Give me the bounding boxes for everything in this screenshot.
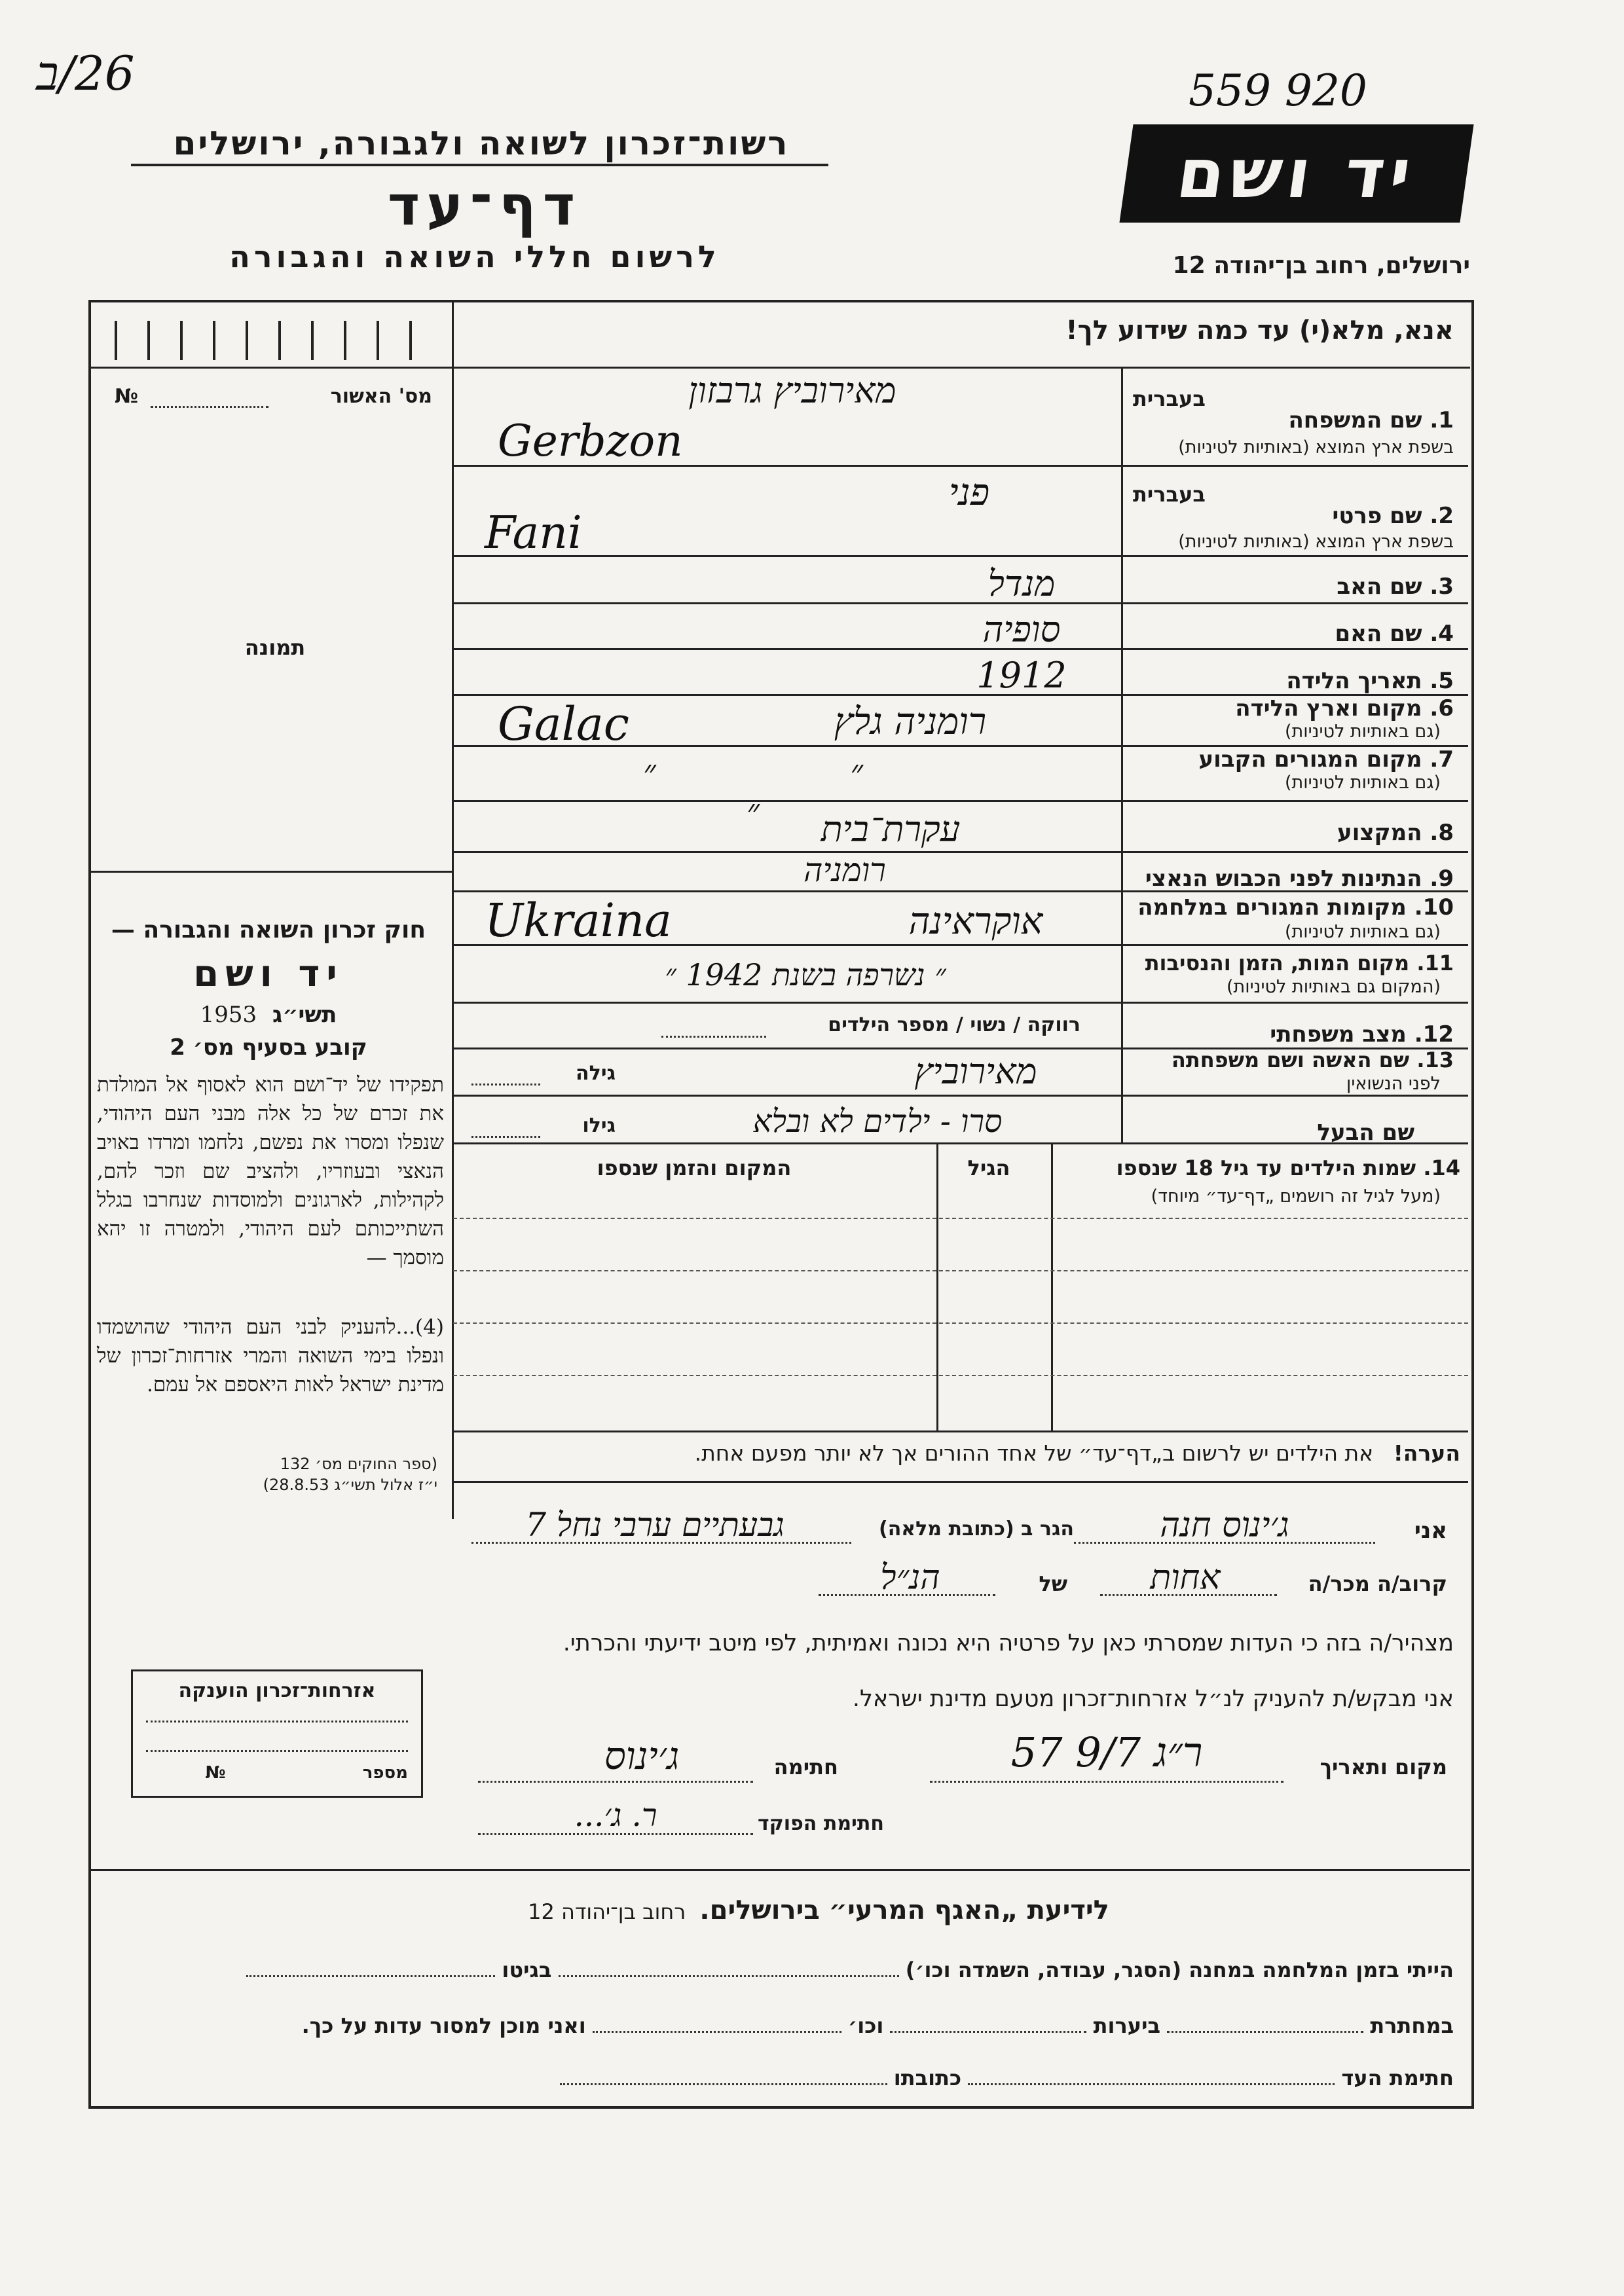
row7-no: 7. [1430,746,1454,773]
citizenship-number-sign: № [205,1763,226,1783]
form-subtitle: לרשום חללי השואה והגבורה [229,239,720,274]
row3-text: שם האב [1337,574,1422,600]
footer-testify: ואני מוכן למסור עדות על כך. [301,2013,586,2038]
decl-place-date-label: מקום ותאריך [1320,1755,1447,1779]
note-label: הערה! [1393,1440,1460,1466]
tally-ticks [115,321,442,360]
children-title [1054,1156,1460,1180]
law-year-num: 1953 [200,1002,257,1028]
law-org: יד ושם [193,953,344,995]
surname-hebrew-value: מאירוביץ גרבזון [688,370,896,411]
row10-sub: (גם באותיות לטיניות) [1284,922,1441,942]
row3-no: 3. [1430,574,1454,600]
law-body: תפקידו של יד־ושם הוא לאסוף אל המולדת את זכרם של כל אלה מבני העם היהודי, שנפלו ומסרו את נפשם, נלחמו ומרדו באויב הנאצי ובעוזריו, ולהציב שם וזכר להם, לקהילות, לארגונים ולמוסדות שנחרבו בגלל השתייכותם לעם היהודי, ולמטרה זו יהא מוסמך — [97,1073,444,1269]
yad-vashem-logo [1119,124,1473,223]
row6-sub: (גם באותיות לטיניות) [1284,721,1441,742]
family-status-value: רווקה / נשוי / מספר הילדים [828,1013,1080,1036]
decl-signature-value: ג׳ינוס [604,1734,680,1778]
row2-label [1133,503,1454,529]
decl-of-value: הנ״ל [880,1558,940,1597]
row9-no: 9. [1430,866,1454,892]
row2-in-hebrew: בעברית [1133,482,1206,507]
footer-etc: וכו׳ [848,2013,884,2038]
law-source [97,1453,437,1495]
firstname-hebrew-value: פני [948,471,990,514]
row5-label [1133,668,1454,694]
row7-sub: (גם באותיות לטיניות) [1284,773,1441,793]
row5-text: תאריך הלידה [1286,668,1422,694]
note-line [471,1440,1460,1466]
row13-sub: לפני הנשואין [1346,1074,1441,1094]
row4-text: שם האם [1335,621,1422,647]
row10-label [1133,894,1454,920]
decl-residing-label: הגר ב (כתובת מלאה) [878,1518,1074,1540]
approval-label: מס' האשור [330,385,432,408]
row11-no: 11. [1416,951,1454,975]
decl-place-date-value: ר״ג 9/7 57 [1010,1728,1203,1776]
citizenship-box-title: אזרחות־זכרון הוענקה [178,1679,376,1702]
footer-title-line [458,1895,1179,1925]
surname-latin-value: Gerbzon [498,416,683,466]
footer-address: רחוב בן־יהודה 12 [528,1899,686,1924]
decl-statement: מצהיר/ה בזה כי העדות שמסרתי כאן על פרטיה היא נכונה ואמיתית, לפי מיטב ידיעתי והכרתי. [563,1630,1454,1656]
row5-no: 5. [1430,668,1454,694]
children-col-age: הגיל [967,1156,1010,1180]
row11-text: מקום המות, הזמן והנסיבות [1145,951,1410,975]
footer-underground: במחתרת [1370,2013,1454,2038]
row7-label [1133,746,1454,773]
row2-sub: בשפת ארץ המוצא (באותיות לטיניות) [1178,532,1454,552]
row12-label [1133,1021,1454,1048]
row1-in-hebrew: בעברית [1133,386,1206,411]
row9-label [1133,866,1454,892]
law-year [98,1002,439,1028]
husband-name-value: סרו - ילדים לא ובלא [752,1103,1003,1140]
wartime-residence-hebrew-value: אוקראינה [908,900,1043,943]
fill-instruction: אנא, מלא(י) עד כמה שידוע לך! [1065,316,1454,346]
footer-title: לידיעת „האגף המרעי״ בירושלים. [699,1895,1109,1925]
children-col-place: המקום והזמן שנספו [597,1156,792,1180]
wife-age-label: גילה [576,1062,616,1085]
row6-label [1133,695,1454,721]
logo-text: יד ושם [1172,134,1422,213]
row13-no: 13. [1416,1048,1454,1072]
row8-text: המקצוע [1337,820,1422,846]
row13-text: שם האשה ושם משפחתה [1171,1048,1410,1072]
decl-address-value: גבעתיים ערבי נחל 7 [525,1506,784,1544]
footer-line-3 [105,2066,1454,2090]
father-name-value: מנדל [987,563,1056,604]
citizenship-box [131,1669,423,1798]
wartime-residence-latin-value: Ukraina [485,894,672,947]
authority-underline [131,164,828,166]
children-sub: (מעל לגיל זה רושמים „דף־עד״ מיוחד) [1151,1186,1441,1207]
header-address: ירושלים, רחוב בן־יהודה 12 [1172,252,1470,279]
row2-no: 2. [1430,503,1454,529]
footer-camp: הייתי בזמן המלחמה במחנה (הסגר, עבודה, השמדה וכו׳) [905,1958,1454,1982]
row4-label [1133,621,1454,647]
law-body-2: (4)...להעניק לבני העם היהודי שהושמדו ונפלו בימי השואה והמרי אזרחות־זכרון של מדינת ישראל לאות היאספם אל עמם. [97,1315,444,1396]
residence-value: ״ ״ ״ [642,753,955,831]
row12-text: מצב משפחתי [1270,1021,1407,1048]
row1-no: 1. [1430,407,1454,433]
row6-text: מקום וארץ הלידה [1235,695,1422,721]
authority-title: רשות־זכרון לשואה ולגבורה, ירושלים [173,124,790,162]
decl-of-label: של [1039,1571,1067,1596]
birth-place-latin-value: Galac [498,697,629,751]
footer-witness-sign: חתימת העד [1341,2066,1454,2090]
row7-text: מקום המגורים הקבוע [1198,746,1422,773]
decl-signature-label: חתימה [773,1755,838,1779]
row8-label [1133,820,1454,846]
photo-label: תמונה [244,635,306,660]
row2-text: שם פרטי [1332,503,1422,529]
row4-no: 4. [1430,621,1454,647]
children-no: 14. [1423,1156,1460,1180]
row8-no: 8. [1430,820,1454,846]
children-title-text: שמות הילדים עד גיל 18 שנספו [1116,1156,1416,1180]
row11-sub: (המקום גם באותיות לטיניות) [1226,977,1441,997]
birth-date-value: 1912 [976,655,1067,696]
citizenship-number [146,1763,408,1783]
row9-text: הנתינות לפני הכבוש הנאצי [1145,866,1422,892]
citizenship-number-label: מספר [362,1763,408,1783]
row1-label [1133,407,1454,433]
law-clause: קובע בסעיף מס׳ 2 [170,1034,367,1061]
decl-officer-value: ר. ג׳... [574,1797,657,1834]
note-text: את הילדים יש לרשום ב„דף־עד״ של אחד ההורים אך לא יותר מפעם אחת. [694,1440,1374,1466]
decl-officer-label: חתימת הפוקד [758,1812,884,1835]
law-heading: חוק זכרון השואה והגבורה — [111,917,426,943]
wife-name-value: מאירוביץ [914,1051,1037,1092]
birth-place-hebrew-value: רומניה גלץ [834,701,987,743]
row12-no: 12. [1414,1021,1454,1048]
archive-number: 559 920 [1189,65,1367,116]
row6-no: 6. [1430,695,1454,721]
decl-relation-value: אחות [1150,1558,1221,1597]
margin-note: 26/ב [36,46,135,101]
husband-label: שם הבעל [1317,1120,1414,1146]
law-year-he: תשי״ג [272,1002,337,1028]
row10-text: מקומות המגורים במלחמה [1137,894,1407,920]
profession-value: עקרת־בית [821,809,961,850]
footer-line-2 [105,2013,1454,2038]
row11-label [1133,951,1454,975]
row1-text: שם המשפחה [1288,407,1422,433]
row1-sub: בשפת ארץ המוצא (באותיות לטיניות) [1178,437,1454,458]
death-place-value: ״ נשרפה בשנת 1942 ״ [665,957,946,993]
mother-name-value: סופיה [982,609,1061,650]
husband-age-label: גילו [582,1114,616,1137]
footer-ghetto: בגיטו [502,1958,552,1982]
citizenship-value: רומניה [803,851,886,889]
footer-forests: ביערות [1093,2013,1161,2038]
decl-i-label: אני [1414,1518,1447,1544]
footer-witness-address: כתובתו [893,2066,962,2090]
law-source-1: (ספר החוקים מס׳ 132 [280,1455,437,1473]
row13-label [1133,1048,1454,1072]
firstname-latin-value: Fani [485,507,582,559]
decl-relative-label: קרוב/ה מכר/ה [1308,1571,1447,1596]
form-title: דף־עד [387,173,582,238]
decl-name-value: ג׳ינוס חנה [1160,1506,1289,1545]
decl-request: אני מבקש/ת להעניק לנ״ל אזרחות־זכרון מטעם מדינת ישראל. [852,1686,1454,1712]
row3-label [1133,574,1454,600]
footer-line-1 [105,1958,1454,1982]
law-source-2: י״ז אלול תשי״ג 28.8.53) [263,1476,437,1494]
approval-no-sign: № [115,385,139,408]
row10-no: 10. [1414,894,1454,920]
